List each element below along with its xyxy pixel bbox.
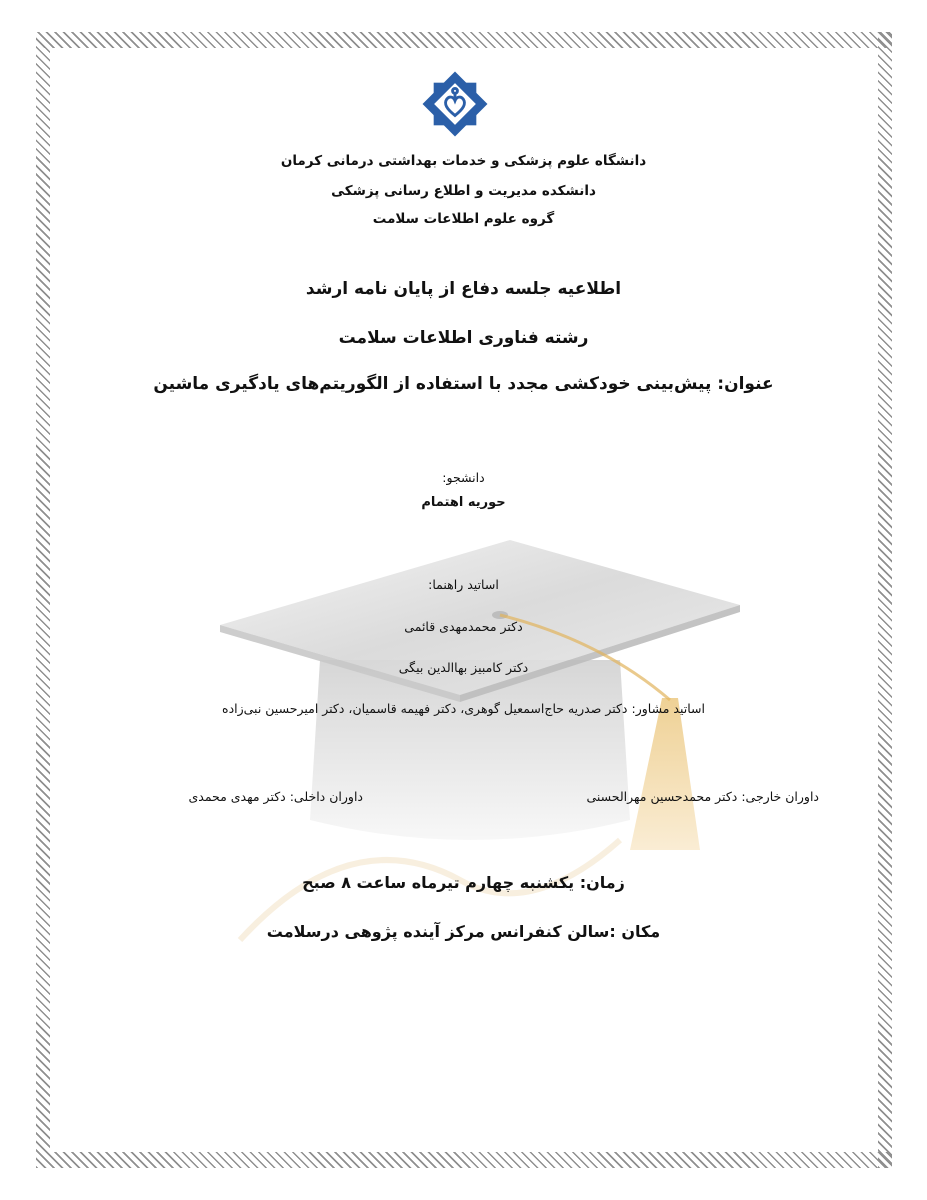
student-name: حوریه اهتمام	[421, 495, 506, 510]
advisors-line: اساتید مشاور: دکتر صدریه حاج‌اسمعیل گوهری، دکتر فهیمه قاسمیان، دکتر امیرحسین نبی‌زاده	[222, 701, 705, 716]
thesis-title: عنوان: پیش‌بینی خودکشی مجدد با استفاده از الگوریتم‌های یادگیری ماشین	[153, 374, 774, 394]
university-name: دانشگاه علوم پزشکی و خدمات بهداشتی درمانی کرمان	[280, 153, 647, 169]
internal-judges: داوران داخلی: دکتر مهدی محمدی	[188, 789, 363, 804]
defense-place: مکان :سالن کنفرانس مرکز آینده پژوهی درسلامت	[266, 922, 661, 941]
university-logo	[414, 63, 496, 145]
frame-left-border	[36, 32, 50, 1168]
frame-right-border	[878, 32, 892, 1168]
frame-top-border	[36, 32, 892, 48]
announcement-title: اطلاعیه جلسه دفاع از پایان نامه ارشد	[305, 279, 622, 299]
supervisors-label: اساتید راهنما:	[428, 577, 499, 592]
field-name: رشته فناوری اطلاعات سلامت	[338, 328, 589, 348]
defense-time: زمان: یکشنبه چهارم تیرماه ساعت ۸ صبح	[302, 873, 625, 892]
frame-bottom-border	[36, 1152, 892, 1168]
department-name: گروه علوم اطلاعات سلامت	[372, 211, 555, 227]
supervisor-name: دکتر محمدمهدی قائمی	[404, 619, 523, 634]
student-label: دانشجو:	[442, 470, 485, 485]
supervisor-name: دکتر کامبیز بهاالدین بیگی	[398, 660, 529, 675]
faculty-name: دانشکده مدیریت و اطلاع رسانی پزشکی	[331, 183, 596, 199]
external-judges: داوران خارجی: دکتر محمدحسین مهرالحسنی	[586, 789, 819, 804]
